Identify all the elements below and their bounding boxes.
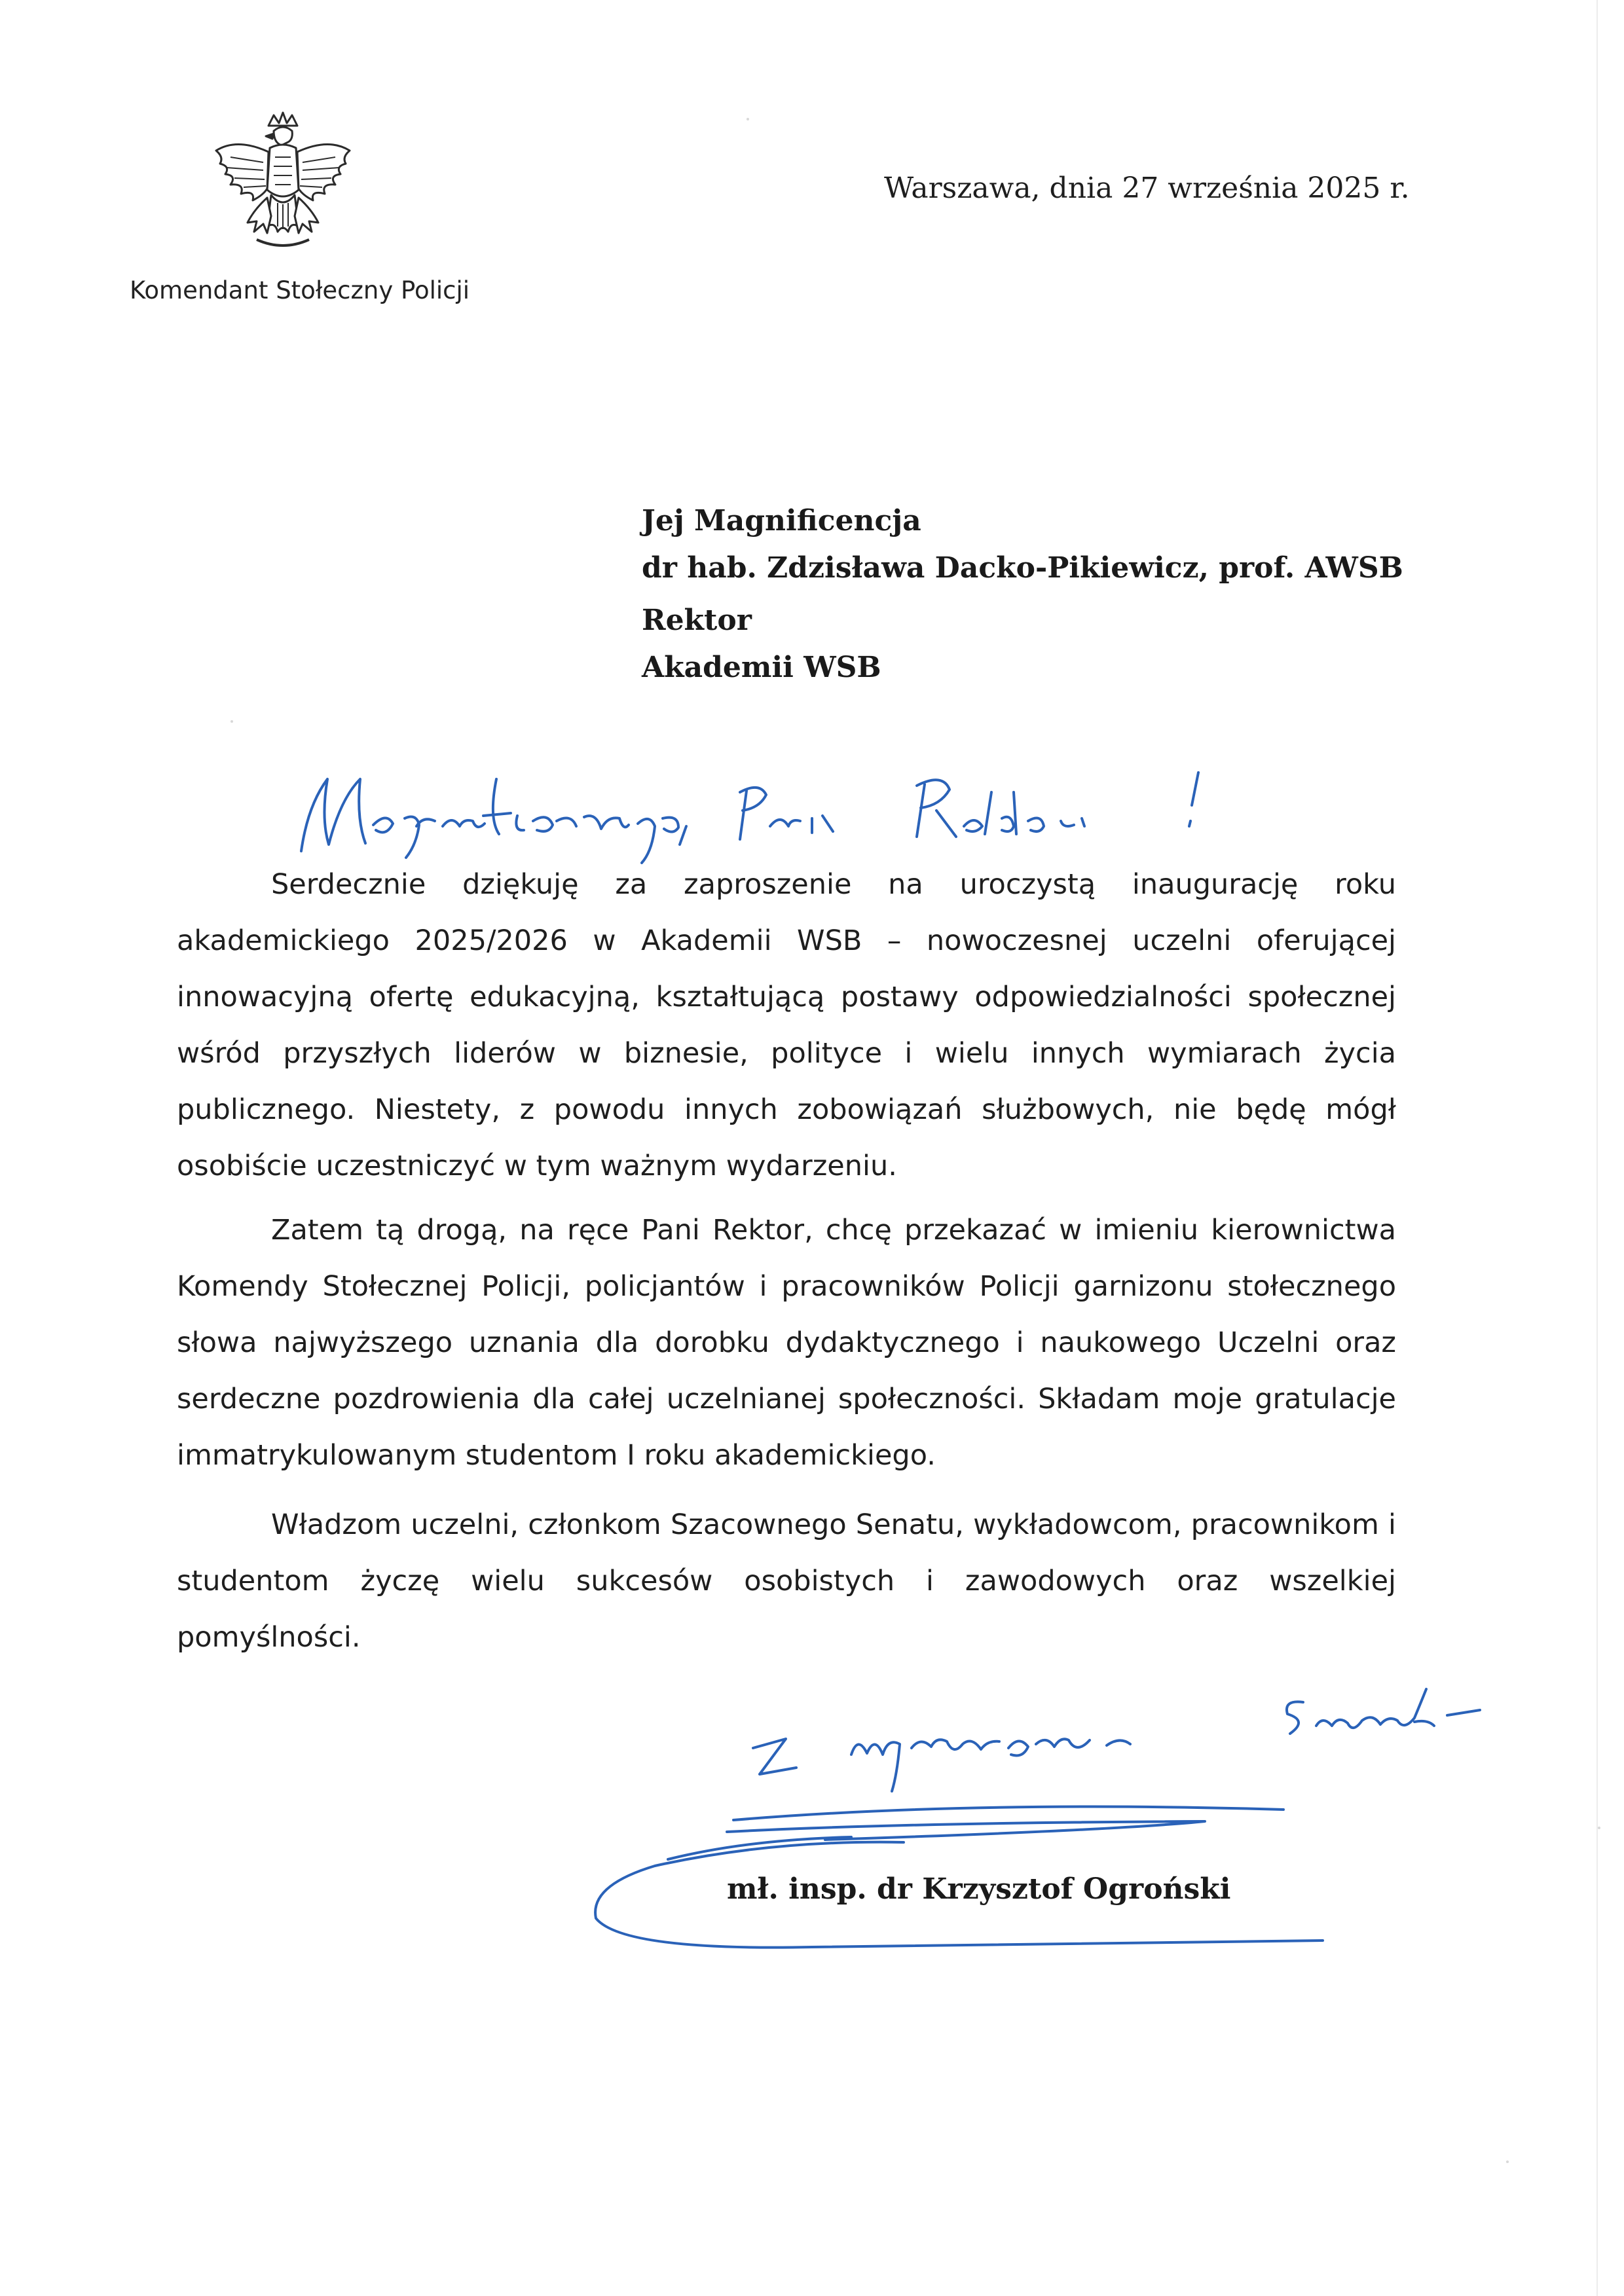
- scan-speck: [1598, 1827, 1600, 1829]
- handwritten-salutation: [288, 753, 1283, 864]
- recipient-title: Jej Magnificencja: [642, 504, 921, 538]
- body-paragraph-2: Zatem tą drogą, na ręce Pani Rektor, chcę przekazać w imieniu kierownictwa Komendy Stołecznej Policji, policjantów i pracowników Policji garnizonu stołecznego słowa najwyższego uznania dla dorobku dydaktycznego i naukowego Uczelni oraz serdeczne pozdrowienia dla całej uczelnianej społeczności. Składam moje gratulacje immatrykulowanym studentom I roku akademickiego.: [177, 1214, 1396, 1472]
- scan-edge: [1596, 0, 1598, 2296]
- scan-speck: [231, 720, 233, 723]
- body-paragraph-3: Władzom uczelni, członkom Szacownego Senatu, wykładowcom, pracownikom i studentom życzę wielu sukcesów osobistych i zawodowych oraz wszelkiej pomyślności.: [177, 1508, 1396, 1654]
- recipient-name: dr hab. Zdzisława Dacko-Pikiewicz, prof. AWSB: [642, 551, 1403, 585]
- scan-speck: [1506, 2160, 1509, 2163]
- body-paragraph-1: Serdecznie dziękuję za zaproszenie na uroczystą inaugurację roku akademickiego 2025/2026 w Akademii WSB – nowoczesnej uczelni oferującej innowacyjną ofertę edukacyjną, kształtującą postawy odpowiedzialności społecznej wśród przyszłych liderów w biznesie, polityce i wielu innych wymiarach życia publicznego. Niestety, z powodu innych zobowiązań służbowych, nie będę mógł osobiście uczestniczyć w tym ważnym wydarzeniu.: [177, 868, 1396, 1182]
- recipient-block: [642, 498, 1403, 691]
- recipient-position: Rektor: [642, 604, 752, 637]
- signer-name: mł. insp. dr Krzysztof Ogroński: [727, 1872, 1231, 1906]
- handwritten-closing: [740, 1663, 1526, 1794]
- scan-speck: [747, 118, 749, 120]
- recipient-institution: Akademii WSB: [642, 651, 881, 684]
- polish-eagle-emblem-icon: [211, 111, 355, 262]
- letter-date: Warszawa, dnia 27 września 2025 r.: [884, 172, 1410, 205]
- issuer-name: Komendant Stołeczny Policji: [130, 276, 470, 304]
- salutation-text: [288, 779, 297, 780]
